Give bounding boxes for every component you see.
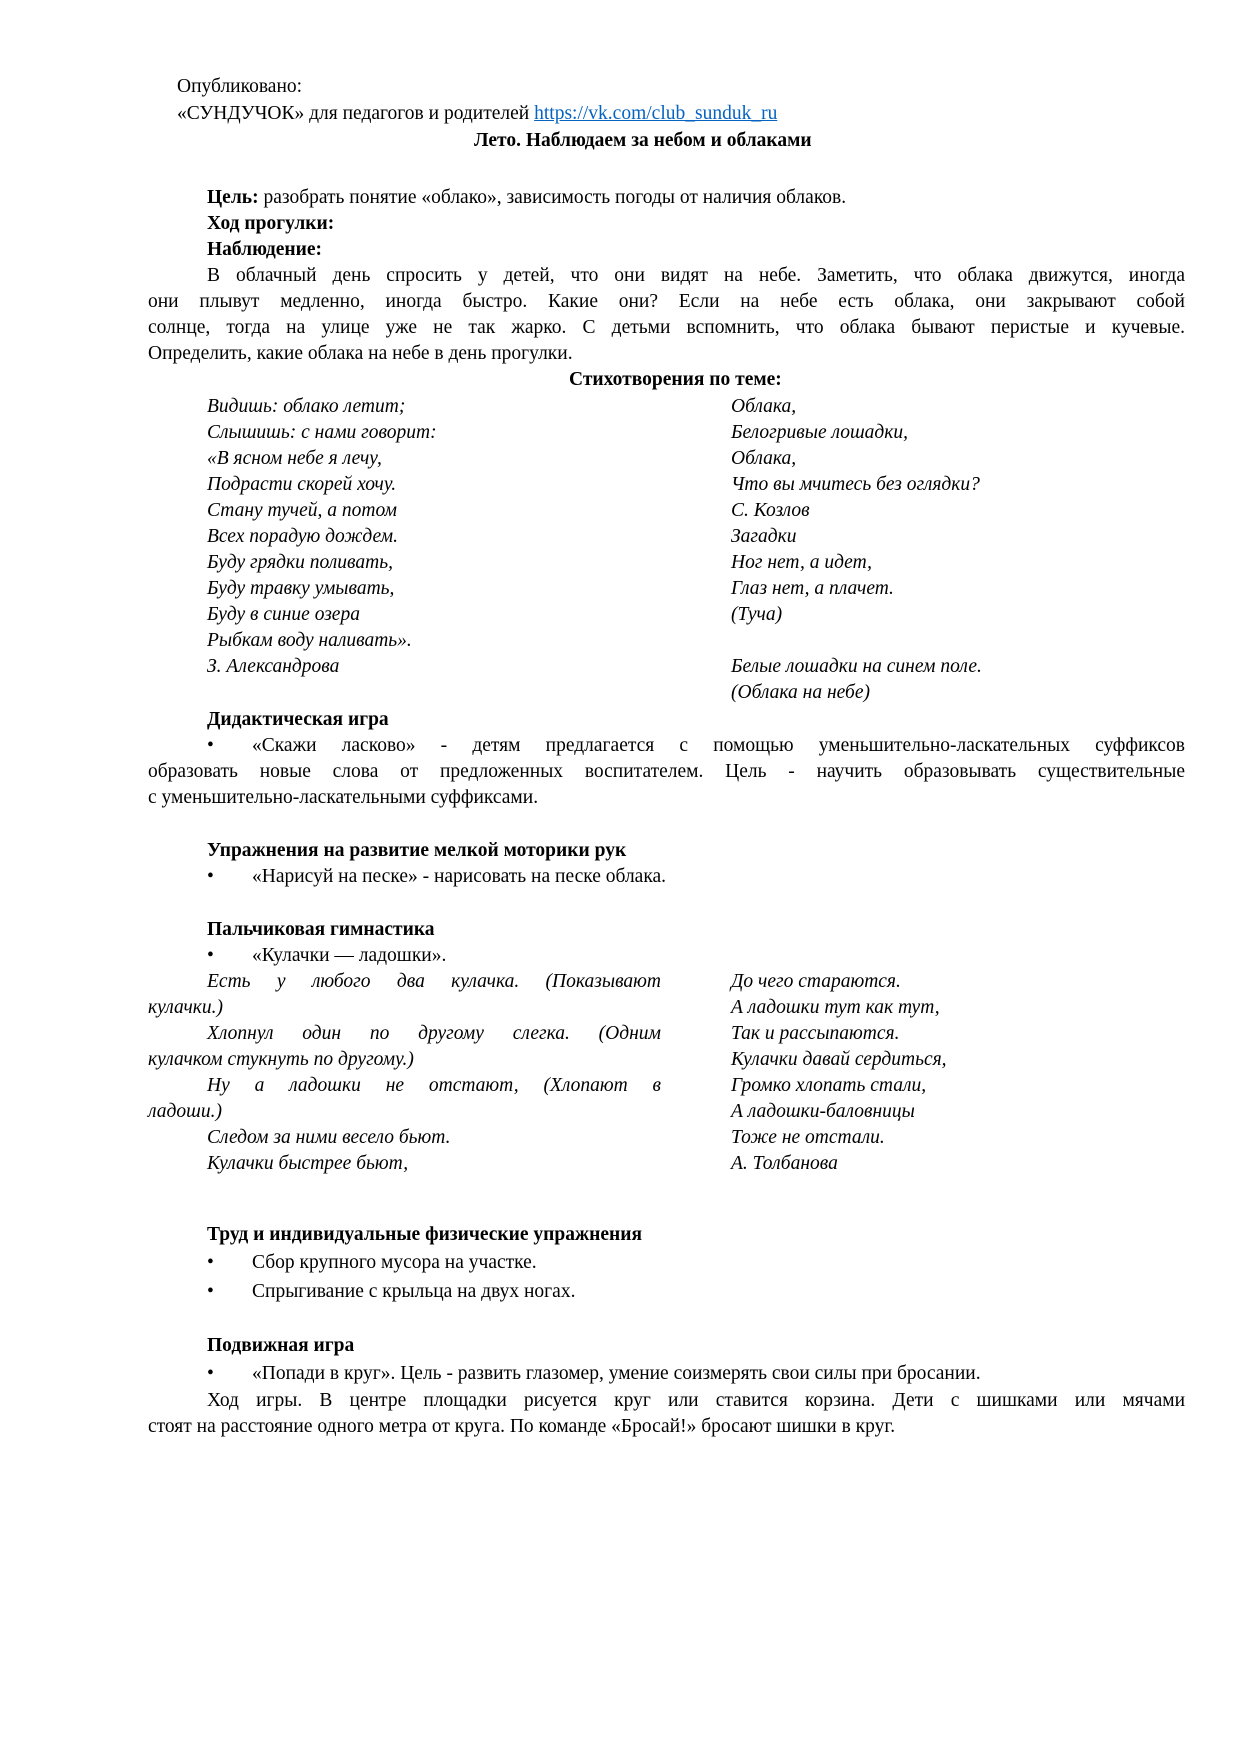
poem-left-line: Видишь: облако летит; xyxy=(207,396,406,417)
observation-line-4: Определить, какие облака на небе в день прогулки. xyxy=(148,343,573,364)
poem-right-line: Что вы мчитесь без оглядки? xyxy=(731,474,980,495)
poem-author-right: С. Козлов xyxy=(731,500,810,521)
bullet-icon: • xyxy=(207,1281,214,1302)
poem-left-line: Буду травку умывать, xyxy=(207,578,395,599)
riddle-line: Белые лошадки на синем поле. xyxy=(731,656,982,677)
didactic-line-1: «Скажи ласково» - детям предлагается с помощью уменьшительно-ласкательных суффиксов xyxy=(252,735,1185,756)
labor-item: Спрыгивание с крыльца на двух ногах. xyxy=(252,1281,576,1302)
finger-right-line: Громко хлопать стали, xyxy=(731,1075,927,1096)
riddle-line: Глаз нет, а плачет. xyxy=(731,578,894,599)
goal-label: Цель: xyxy=(207,187,259,208)
source-text: «СУНДУЧОК» для педагогов и родителей xyxy=(177,103,535,124)
published-label: Опубликовано: xyxy=(177,76,303,97)
poem-left-line: Буду в синие озера xyxy=(207,604,360,625)
finger-right-line: Тоже не отстали. xyxy=(731,1127,885,1148)
finger-item: «Кулачки — ладошки». xyxy=(252,945,447,966)
poem-right-line: Облака, xyxy=(731,448,797,469)
observation-heading: Наблюдение: xyxy=(207,239,323,260)
didactic-line-3: с уменьшительно-ласкательными суффиксами. xyxy=(148,787,539,808)
finger-author: А. Толбанова xyxy=(731,1153,838,1174)
didactic-heading: Дидактическая игра xyxy=(207,709,389,730)
finger-right-line: До чего стараются. xyxy=(731,971,901,992)
finger-left-line: Есть у любого два кулачка. (Показывают xyxy=(207,971,661,992)
bullet-icon: • xyxy=(207,735,214,756)
poem-left-line: Подрасти скорей хочу. xyxy=(207,474,397,495)
outdoor-game-line-2: стоят на расстояние одного метра от круга. По команде «Бросай!» бросают шишки в круг. xyxy=(148,1416,896,1437)
riddle-line: Ног нет, а идет, xyxy=(731,552,873,573)
poem-left-line: Буду грядки поливать, xyxy=(207,552,393,573)
poem-left-line: «В ясном небе я лечу, xyxy=(207,448,382,469)
outdoor-game-item: «Попади в круг». Цель - развить глазомер, умение соизмерять свои силы при бросании. xyxy=(252,1363,981,1384)
bullet-icon: • xyxy=(207,1252,214,1273)
didactic-line-2: образовать новые слова от предложенных воспитателем. Цель - научить образовывать существительные xyxy=(148,761,1185,782)
source-link[interactable]: https://vk.com/club_sunduk_ru xyxy=(534,103,778,124)
observation-line-2: они плывут медленно, иногда быстро. Какие они? Если на небе есть облака, они закрывают собой xyxy=(148,291,1185,312)
riddle-answer: (Туча) xyxy=(731,604,783,625)
poem-left-line: Слышишь: с нами говорит: xyxy=(207,422,437,443)
finger-right-line: А ладошки-баловницы xyxy=(731,1101,915,1122)
poem-right-line: Облака, xyxy=(731,396,797,417)
poem-left-line: Всех порадую дождем. xyxy=(207,526,398,547)
finger-left-line: Кулачки быстрее бьют, xyxy=(207,1153,409,1174)
finger-left-line: ладоши.) xyxy=(148,1101,222,1122)
finger-right-line: А ладошки тут как тут, xyxy=(731,997,940,1018)
outdoor-game-heading: Подвижная игра xyxy=(207,1335,355,1356)
poem-right-line: Белогривые лошадки, xyxy=(731,422,909,443)
bullet-icon: • xyxy=(207,1363,214,1384)
motor-heading: Упражнения на развитие мелкой моторики рук xyxy=(207,840,627,861)
poems-heading: Стихотворения по теме: xyxy=(569,369,782,390)
observation-line-1: В облачный день спросить у детей, что они видят на небе. Заметить, что облака движутся, иногда xyxy=(207,265,1185,286)
finger-right-line: Так и рассыпаются. xyxy=(731,1023,900,1044)
labor-heading: Труд и индивидуальные физические упражнения xyxy=(207,1224,643,1245)
goal-text: разобрать понятие «облако», зависимость погоды от наличия облаков. xyxy=(258,187,847,208)
observation-line-3: солнце, тогда на улице уже не так жарко. С детьми вспомнить, что облака бывают перистые и кучевые. xyxy=(148,317,1185,338)
finger-left-line: кулачком стукнуть по другому.) xyxy=(148,1049,414,1070)
walk-heading: Ход прогулки: xyxy=(207,213,335,234)
finger-left-line: Хлопнул один по другому слегка. (Одним xyxy=(207,1023,661,1044)
page-title: Лето. Наблюдаем за небом и облаками xyxy=(474,130,812,151)
source-line xyxy=(177,101,777,127)
poem-left-line: Рыбкам воду наливать». xyxy=(207,630,412,651)
labor-item: Сбор крупного мусора на участке. xyxy=(252,1252,537,1273)
bullet-icon: • xyxy=(207,866,214,887)
poem-left-line: Стану тучей, а потом xyxy=(207,500,397,521)
finger-heading: Пальчиковая гимнастика xyxy=(207,919,435,940)
outdoor-game-line-1: Ход игры. В центре площадки рисуется круг или ставится корзина. Дети с шишками или мячами xyxy=(207,1390,1185,1411)
finger-left-line: Следом за ними весело бьют. xyxy=(207,1127,451,1148)
poem-author-left: З. Александрова xyxy=(207,656,340,677)
motor-item: «Нарисуй на песке» - нарисовать на песке облака. xyxy=(252,866,667,887)
goal-line xyxy=(207,185,846,211)
riddles-label: Загадки xyxy=(731,526,797,547)
riddle-answer: (Облака на небе) xyxy=(731,682,870,703)
finger-left-line: Ну а ладошки не отстают, (Хлопают в xyxy=(207,1075,661,1096)
finger-left-line: кулачки.) xyxy=(148,997,224,1018)
finger-right-line: Кулачки давай сердиться, xyxy=(731,1049,947,1070)
bullet-icon: • xyxy=(207,945,214,966)
